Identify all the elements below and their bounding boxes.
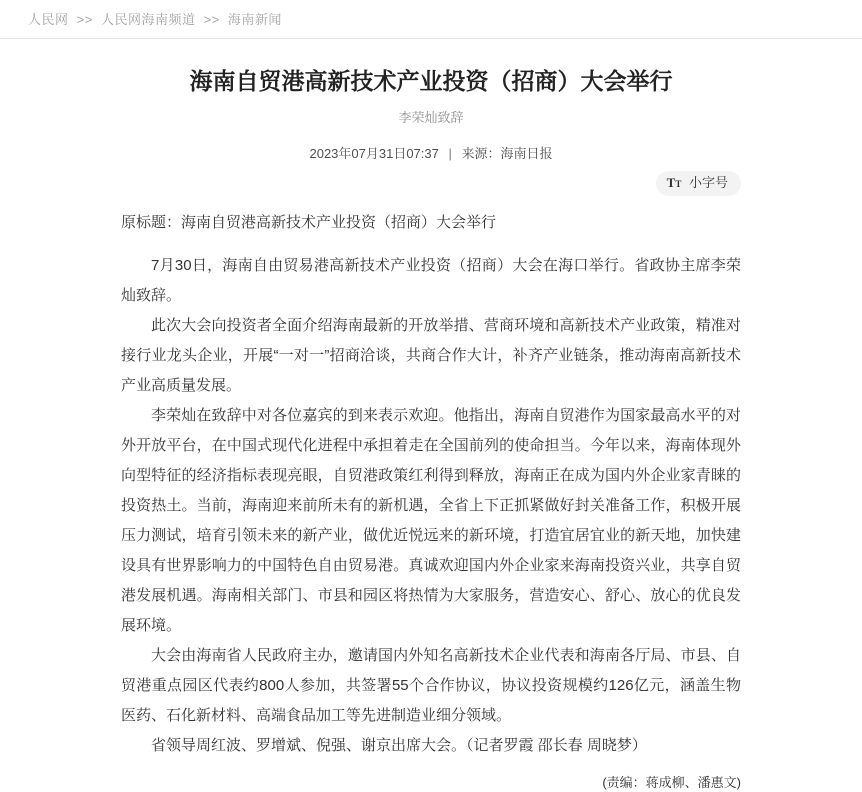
article-container	[121, 66, 741, 792]
article-paragraph-4: 大会由海南省人民政府主办，邀请国内外知名高新技术企业代表和海南各厅局、市县、自贸港重点园区代表约800人参加，共签署55个合作协议，协议投资规模约126亿元，涵盖生物医药、石化新材料、高端食品加工等先进制造业细分领域。	[121, 647, 741, 724]
article-header	[121, 66, 741, 162]
breadcrumb-link-peoples-daily[interactable]: 人民网	[28, 12, 69, 27]
article-paragraph-3: 李荣灿在致辞中对各位嘉宾的到来表示欢迎。他指出，海南自贸港作为国家最高水平的对外开放平台，在中国式现代化进程中承担着走在全国前列的使命担当。今年以来，海南体现外向型特征的经济指标表现亮眼，自贸港政策红利得到释放，海南正在成为国内外企业家青睐的投资热土。当前，海南迎来前所未有的新机遇，全省上下正抓紧做好封关准备工作，积极开展压力测试，培育引领未来的新产业，做优近悦远来的新环境，打造宜居宜业的新天地，加快建设具有世界影响力的中国特色自由贸易港。真诚欢迎国内外企业家来海南投资兴业，共享自贸港发展机遇。海南相关部门、市县和园区将热情为大家服务，营造安心、舒心、放心的优良发展环境。	[121, 407, 741, 634]
breadcrumb-separator: >>	[76, 12, 93, 27]
original-title: 原标题：海南自贸港高新技术产业投资（招商）大会举行	[121, 214, 497, 231]
article-paragraph-5: 省领导周红波、罗增斌、倪强、谢京出席大会。（记者罗霞 邵长春 周晓梦）	[151, 737, 647, 754]
font-size-icon: TT	[666, 175, 682, 190]
page-title: 海南自贸港高新技术产业投资（招商）大会举行	[189, 68, 673, 94]
article-meta	[121, 143, 741, 162]
meta-separator: |	[448, 146, 452, 161]
article-body	[121, 212, 741, 792]
breadcrumb	[0, 0, 862, 39]
article-paragraph-1: 7月30日，海南自由贸易港高新技术产业投资（招商）大会在海口举行。省政协主席李荣灿致辞。	[121, 257, 741, 304]
article-paragraph-2: 此次大会向投资者全面介绍海南最新的开放举措、营商环境和高新技术产业政策，精准对接行业龙头企业，开展“一对一”招商洽谈，共商合作大计，补齐产业链条，推动海南高新技术产业高质量发展。	[121, 317, 741, 394]
font-size-button[interactable]	[656, 171, 741, 196]
font-size-button-label: 小字号	[688, 175, 728, 190]
article-source: 来源：海南日报	[461, 146, 553, 161]
article-subtitle: 李荣灿致辞	[398, 110, 464, 125]
breadcrumb-link-hainan-channel[interactable]: 人民网海南频道	[100, 12, 196, 27]
publish-date: 2023年07月31日07:37	[309, 146, 439, 161]
breadcrumb-link-hainan-news[interactable]: 海南新闻	[227, 12, 282, 27]
breadcrumb-separator: >>	[203, 12, 220, 27]
article-toolbar	[121, 171, 741, 195]
editor-credit: (责编：蒋成柳、潘惠文)	[602, 775, 741, 790]
